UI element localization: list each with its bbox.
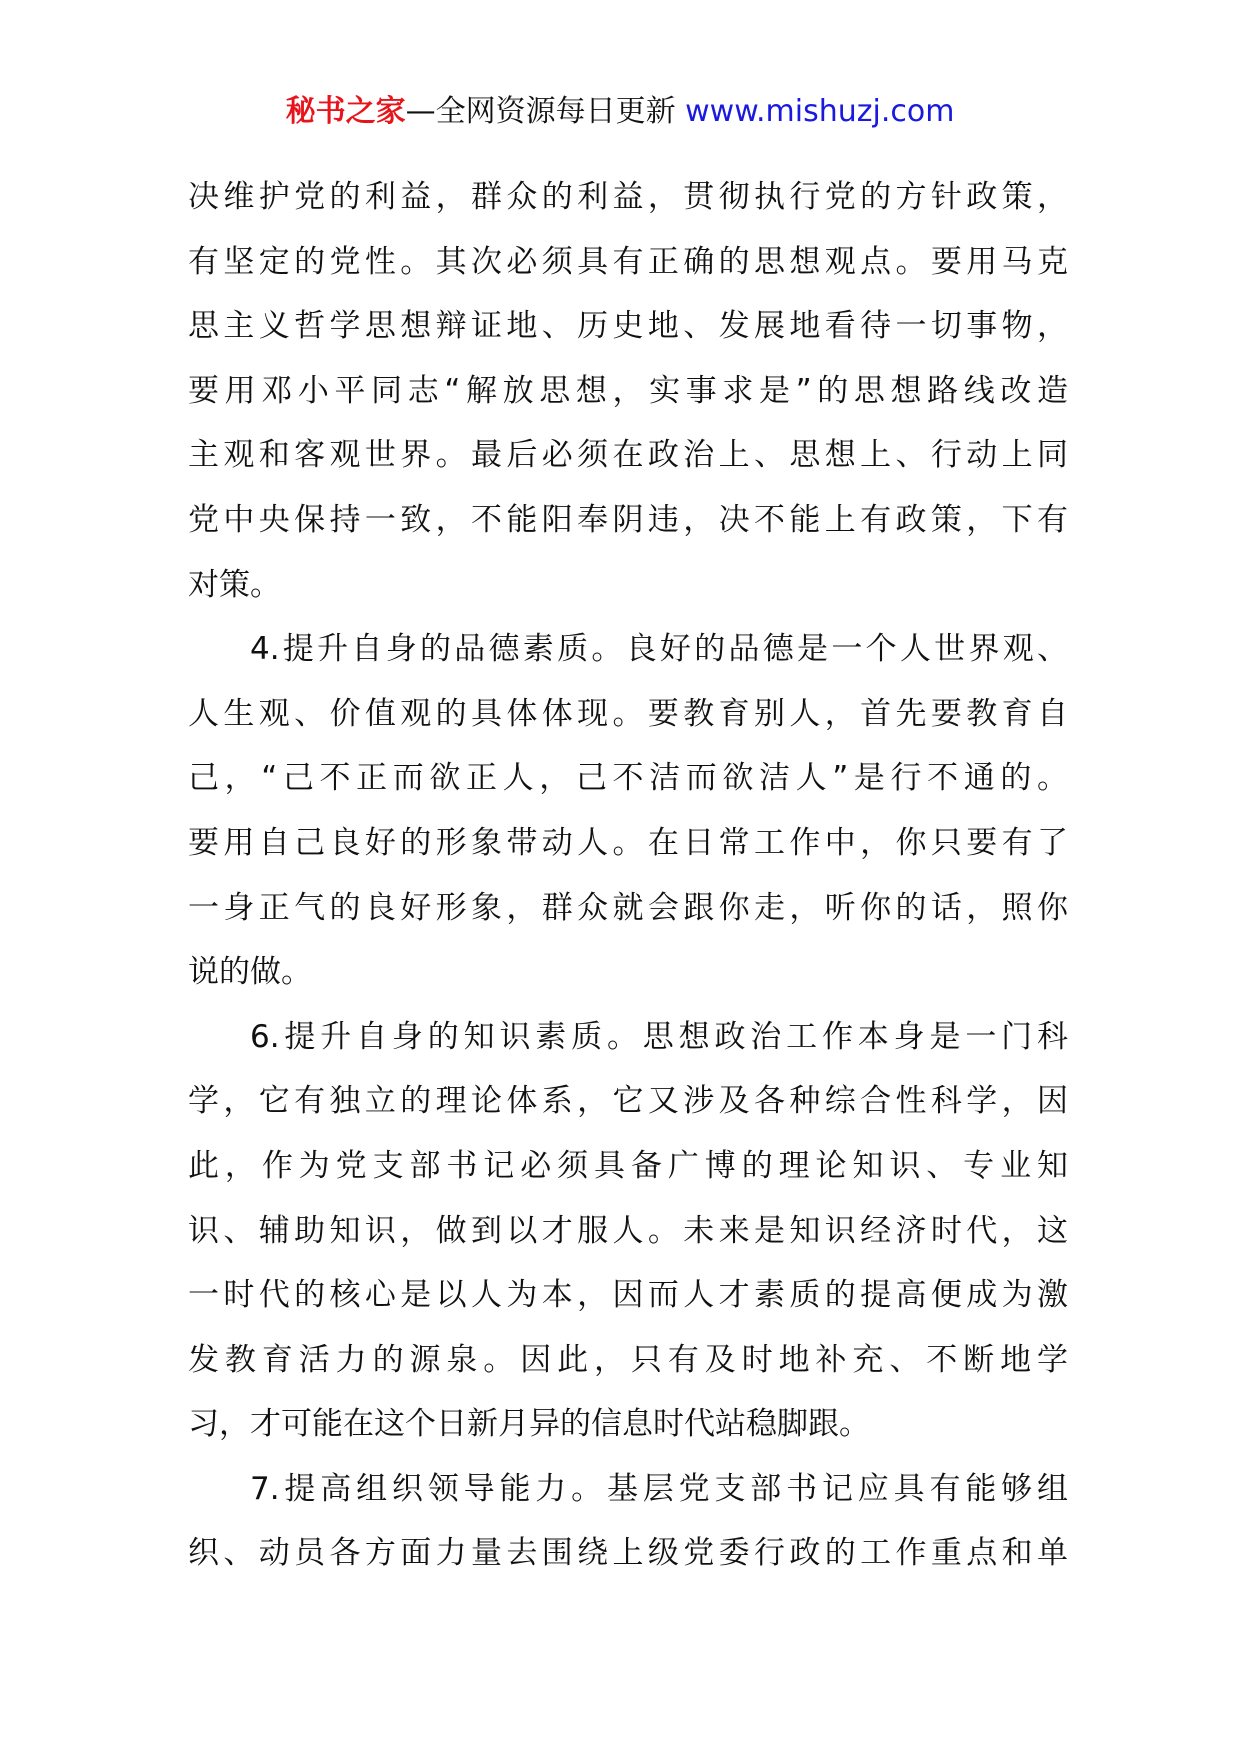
text-line: 4.提升自身的品德素质。良好的品德是一个人世界观、: [250, 631, 1068, 668]
page-header: [0, 92, 1240, 132]
text-line: 一身正气的良好形象，群众就会跟你走，听你的话，照你: [188, 889, 1068, 926]
text-line: 要用邓小平同志“解放思想，实事求是”的思想路线改造: [188, 372, 1068, 409]
text-line: 说的做。: [188, 954, 312, 991]
text-line: 思主义哲学思想辩证地、历史地、发展地看待一切事物，: [188, 308, 1068, 345]
text-line: 决维护党的利益，群众的利益，贯彻执行党的方针政策，: [188, 179, 1068, 215]
text-line: 一时代的核心是以人为本，因而人才素质的提高便成为激: [188, 1277, 1068, 1314]
text-line: 此，作为党支部书记必须具备广博的理论知识、专业知: [188, 1147, 1068, 1184]
text-line: 对策。: [188, 566, 281, 603]
text-line: 有坚定的党性。其次必须具有正确的思想观点。要用马克: [188, 243, 1068, 280]
text-line: 6.提升自身的知识素质。思想政治工作本身是一门科: [250, 1018, 1068, 1055]
text-line: 党中央保持一致，不能阳奉阴违，决不能上有政策，下有: [188, 501, 1068, 538]
text-line: 要用自己良好的形象带动人。在日常工作中，你只要有了: [188, 824, 1068, 861]
text-line: 识、辅助知识，做到以才服人。未来是知识经济时代，这: [188, 1212, 1068, 1249]
text-line: 学，它有独立的理论体系，它又涉及各种综合性科学，因: [188, 1083, 1068, 1120]
text-line: 发教育活力的源泉。因此，只有及时地补充、不断地学: [188, 1341, 1068, 1378]
text-line: 7.提高组织领导能力。基层党支部书记应具有能够组: [250, 1470, 1068, 1507]
text-line: 人生观、价值观的具体体现。要教育别人，首先要教育自: [188, 695, 1068, 732]
text-line: 主观和客观世界。最后必须在政治上、思想上、行动上同: [188, 437, 1068, 474]
text-line: 己，“己不正而欲正人，己不洁而欲洁人”是行不通的。: [188, 760, 1068, 797]
document-body: [188, 165, 1068, 1586]
text-line: 习，才可能在这个日新月异的信息时代站稳脚跟。: [188, 1406, 870, 1443]
site-brand: 秘书之家: [285, 94, 406, 129]
site-url-link[interactable]: www.mishuzj.com: [685, 94, 955, 129]
text-line: 织、动员各方面力量去围绕上级党委行政的工作重点和单: [188, 1535, 1068, 1572]
site-tagline: —全网资源每日更新: [405, 94, 686, 129]
